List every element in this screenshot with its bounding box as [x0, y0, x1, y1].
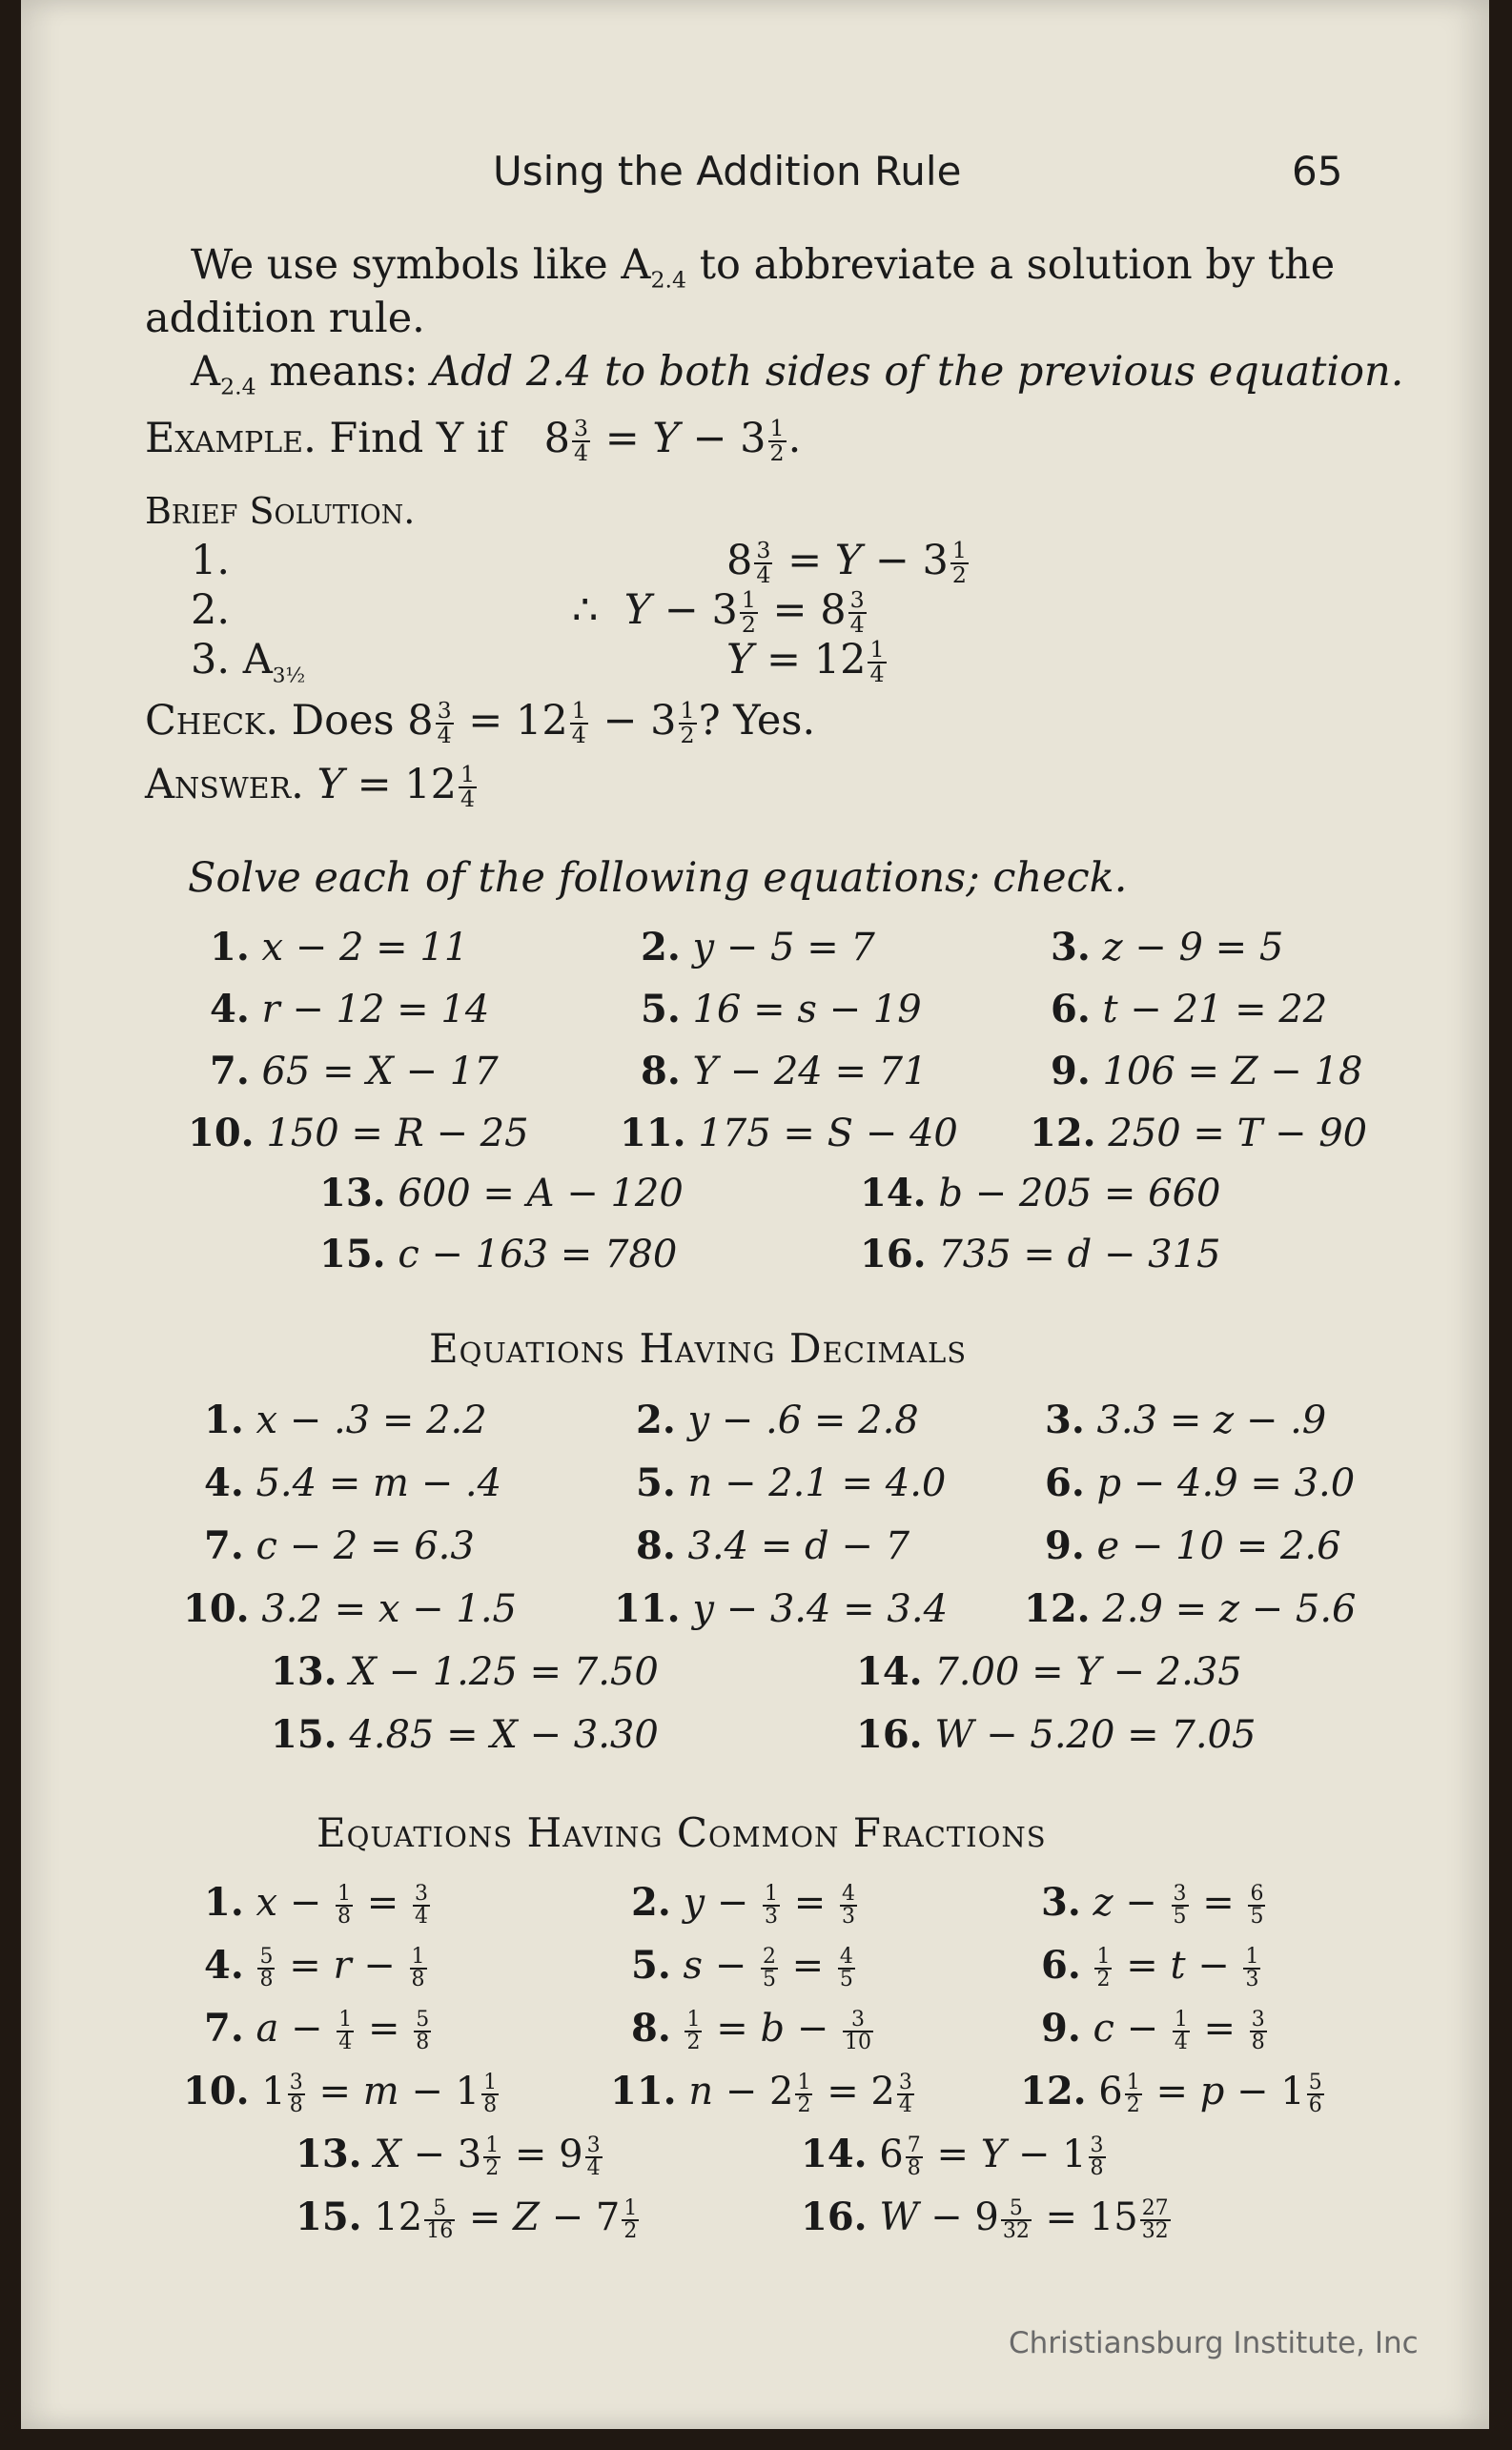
- exercise-item: 4. $\frac{5}{8}$ = r − $\frac{1}{8}$: [204, 1943, 425, 1991]
- exercise-item: 11. n − 2 $\frac{1}{2}$ = 2 $\frac{3}{4}$: [610, 2069, 912, 2117]
- exercise-item: 2. y − .6 = 2.8: [636, 1398, 919, 1442]
- page-number: 65: [1292, 148, 1343, 194]
- exercise-item: 1. x − $\frac{1}{8}$ = $\frac{3}{4}$: [204, 1880, 428, 1929]
- intro-line-2: addition rule.: [145, 295, 425, 342]
- solution-step-number: 3. $A_{3\frac{1}{2}}$: [191, 636, 306, 688]
- exercise-item: 14. b − 205 = 660: [860, 1171, 1221, 1215]
- check-line: Check. Does 8 $\frac{3}{4}$ = 12 $\frac{1}{4}$ − 3 $\frac{1}{2}$ ? Yes.: [145, 697, 816, 748]
- exercise-item: 13. X − 3 $\frac{1}{2}$ = 9 $\frac{3}{4}$: [296, 2132, 601, 2180]
- exercise-item: 10. 3.2 = x − 1.5: [183, 1586, 517, 1631]
- exercise-item: 6. t − 21 = 22: [1051, 987, 1328, 1031]
- answer-line: Answer. Y = 12 $\frac{1}{4}$: [145, 761, 476, 812]
- exercise-instructions: Solve each of the following equations; check.: [188, 854, 1128, 902]
- exercise-item: 10. 1 $\frac{3}{8}$ = m − 1 $\frac{1}{8}$: [183, 2069, 498, 2117]
- exercise-item: 3. z − 9 = 5: [1051, 925, 1284, 970]
- exercise-item: 1. x − 2 = 11: [210, 925, 469, 970]
- exercise-item: 1. x − .3 = 2.2: [204, 1398, 487, 1442]
- exercise-item: 15. 4.85 = X − 3.30: [271, 1712, 659, 1757]
- exercise-item: 16. W − 9 $\frac{5}{32}$ = 15 $\frac{27}{32}$: [801, 2195, 1169, 2243]
- book-page: [21, 0, 1489, 2429]
- exercise-item: 7. 65 = X − 17: [210, 1049, 499, 1093]
- solution-step-number: 2.: [191, 586, 231, 634]
- exercise-item: 5. n − 2.1 = 4.0: [636, 1460, 947, 1505]
- exercise-item: 9. 106 = Z − 18: [1051, 1049, 1363, 1093]
- exercise-item: 15. c − 163 = 780: [319, 1232, 678, 1276]
- exercise-item: 14. 6 $\frac{7}{8}$ = Y − 1 $\frac{3}{8}$: [801, 2132, 1104, 2180]
- exercise-item: 13. 600 = A − 120: [319, 1171, 684, 1215]
- exercise-item: 9. e − 10 = 2.6: [1045, 1523, 1341, 1568]
- exercise-item: 8. $\frac{1}{2}$ = b − $\frac{3}{10}$: [631, 2006, 871, 2054]
- exercise-item: 12. 6 $\frac{1}{2}$ = p − 1 $\frac{5}{6}$: [1020, 2069, 1322, 2117]
- exercise-item: 3. 3.3 = z − .9: [1045, 1398, 1327, 1442]
- exercise-item: 11. y − 3.4 = 3.4: [614, 1586, 949, 1631]
- exercise-item: 7. c − 2 = 6.3: [204, 1523, 475, 1568]
- solution-step-number: 1.: [191, 537, 231, 584]
- exercise-item: 13. X − 1.25 = 7.50: [271, 1649, 659, 1694]
- exercise-item: 2. y − 5 = 7: [641, 925, 875, 970]
- exercise-item: 4. 5.4 = m − .4: [204, 1460, 502, 1505]
- intro-line-1: We use symbols like $A_{2.4}$ to abbreviate a solution by the: [191, 241, 1336, 294]
- exercise-item: 14. 7.00 = Y − 2.35: [856, 1649, 1242, 1694]
- exercise-item: 12. 250 = T − 90: [1030, 1111, 1368, 1155]
- solution-step-2: ∴ Y − 3 $\frac{1}{2}$ = 8 $\frac{3}{4}$: [572, 586, 865, 638]
- exercise-item: 16. 735 = d − 315: [860, 1232, 1221, 1276]
- exercise-item: 6. $\frac{1}{2}$ = t − $\frac{1}{3}$: [1041, 1943, 1259, 1991]
- exercise-item: 8. Y − 24 = 71: [641, 1049, 928, 1093]
- exercise-item: 2. y − $\frac{1}{3}$ = $\frac{4}{3}$: [631, 1880, 855, 1929]
- solution-step-1: 8 $\frac{3}{4}$ = Y − 3 $\frac{1}{2}$: [726, 537, 967, 588]
- exercise-item: 4. r − 12 = 14: [210, 987, 490, 1031]
- exercise-item: 16. W − 5.20 = 7.05: [856, 1712, 1257, 1757]
- example-statement: Example. Find Y if 8 $\frac{3}{4}$ = Y − 3 $\frac{1}{2}$ .: [145, 415, 802, 466]
- exercise-item: 3. z − $\frac{3}{5}$ = $\frac{6}{5}$: [1041, 1880, 1264, 1929]
- exercise-item: 6. p − 4.9 = 3.0: [1045, 1460, 1356, 1505]
- solution-step-3: Y = 12 $\frac{1}{4}$: [726, 636, 885, 687]
- exercise-item: 7. a − $\frac{1}{4}$ = $\frac{5}{8}$: [204, 2006, 430, 2054]
- section-heading-decimals: Equations Having Decimals: [429, 1325, 968, 1372]
- exercise-item: 11. 175 = S − 40: [620, 1111, 958, 1155]
- exercise-item: 9. c − $\frac{1}{4}$ = $\frac{3}{8}$: [1041, 2006, 1265, 2054]
- exercise-item: 12. 2.9 = z − 5.6: [1024, 1586, 1357, 1631]
- exercise-item: 5. s − $\frac{2}{5}$ = $\frac{4}{5}$: [631, 1943, 853, 1991]
- exercise-item: 5. 16 = s − 19: [641, 987, 922, 1031]
- exercise-item: 15. 12 $\frac{5}{16}$ = Z − 7 $\frac{1}{2}$: [296, 2195, 638, 2243]
- section-heading-fractions: Equations Having Common Fractions: [317, 1809, 1047, 1856]
- exercise-item: 8. 3.4 = d − 7: [636, 1523, 910, 1568]
- brief-solution-label: Brief Solution.: [145, 490, 416, 532]
- rule-definition: $A_{2.4}$ means: Add 2.4 to both sides of the previous equation.: [191, 348, 1404, 400]
- page-title: Using the Addition Rule: [493, 148, 962, 194]
- watermark: Christiansburg Institute, Inc: [1009, 2326, 1419, 2360]
- exercise-item: 10. 150 = R − 25: [188, 1111, 529, 1155]
